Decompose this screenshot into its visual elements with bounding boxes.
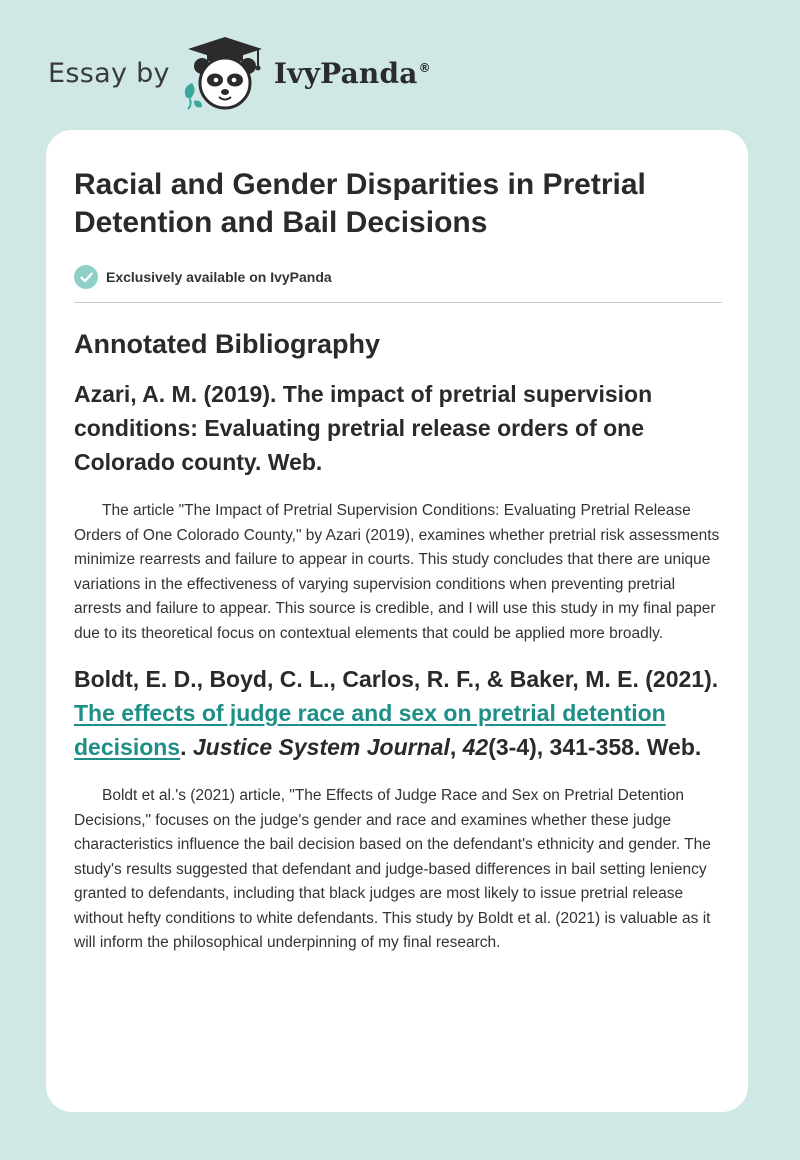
citation-volume: 42 bbox=[462, 734, 489, 760]
citation-journal: Justice System Journal bbox=[192, 734, 450, 760]
brand-prefix: Essay by bbox=[48, 57, 170, 89]
entry-annotation: Boldt et al.'s (2021) article, "The Effects of Judge Race and Sex on Pretrial Detention Decisions," focuses on the judge's gender and race and examines whether these judge characteristics influence the bail decision based on the defendant's ethnicity and gender. The study's results suggested that defendant and judge-based differences in bail setting leniency granted to defendants, including that black judges are most likely to issue pretrial release without hefty conditions to white defendants. This study by Boldt et al. (2021) is valuable as it will inform the philosophical underpinning of my final research. bbox=[74, 787, 711, 951]
citation-pages: (3-4), 341-358. Web. bbox=[488, 734, 702, 760]
citation-title-link[interactable]: The effects of judge race and sex on pretrial detention decisions bbox=[74, 700, 666, 760]
essay-card bbox=[46, 130, 748, 1112]
bibliography-entry-azari bbox=[74, 377, 722, 646]
exclusive-label: Exclusively available on IvyPanda bbox=[106, 269, 332, 285]
brand-name[interactable] bbox=[274, 57, 431, 90]
exclusive-badge bbox=[74, 264, 722, 290]
brand-name-text: IvyPanda bbox=[273, 56, 418, 90]
citation-comma: , bbox=[449, 734, 457, 760]
check-circle-icon bbox=[74, 265, 98, 289]
registered-mark: ® bbox=[418, 61, 431, 76]
bibliography-entry-boldt bbox=[74, 662, 722, 956]
panda-graduate-icon[interactable] bbox=[180, 35, 270, 111]
citation-separator: . bbox=[180, 734, 187, 760]
divider bbox=[74, 302, 722, 303]
entry-citation bbox=[74, 662, 722, 764]
entry-citation: Azari, A. M. (2019). The impact of pretrial supervision conditions: Evaluating pretrial release orders of one Colorado county. Web. bbox=[74, 381, 653, 475]
brand-header bbox=[48, 34, 431, 112]
section-heading: Annotated Bibliography bbox=[74, 329, 380, 359]
page-title: Racial and Gender Disparities in Pretrial Detention and Bail Decisions bbox=[74, 168, 646, 239]
citation-authors: Boldt, E. D., Boyd, C. L., Carlos, R. F., & Baker, M. E. (2021). bbox=[74, 666, 719, 692]
entry-annotation: The article "The Impact of Pretrial Supervision Conditions: Evaluating Pretrial Release Orders of One Colorado County," by Azari (2019), examines whether pretrial risk assessments minimize rearrests and failure to appear in courts. This study concludes that there are unique variations in the effectiveness of varying supervision conditions when preventing pretrial arrests and failure to appear. This source is credible, and I will use this study in my final paper due to its theoretical focus on contextual elements that could be applied more broadly. bbox=[74, 502, 720, 642]
essay-content bbox=[74, 166, 722, 971]
